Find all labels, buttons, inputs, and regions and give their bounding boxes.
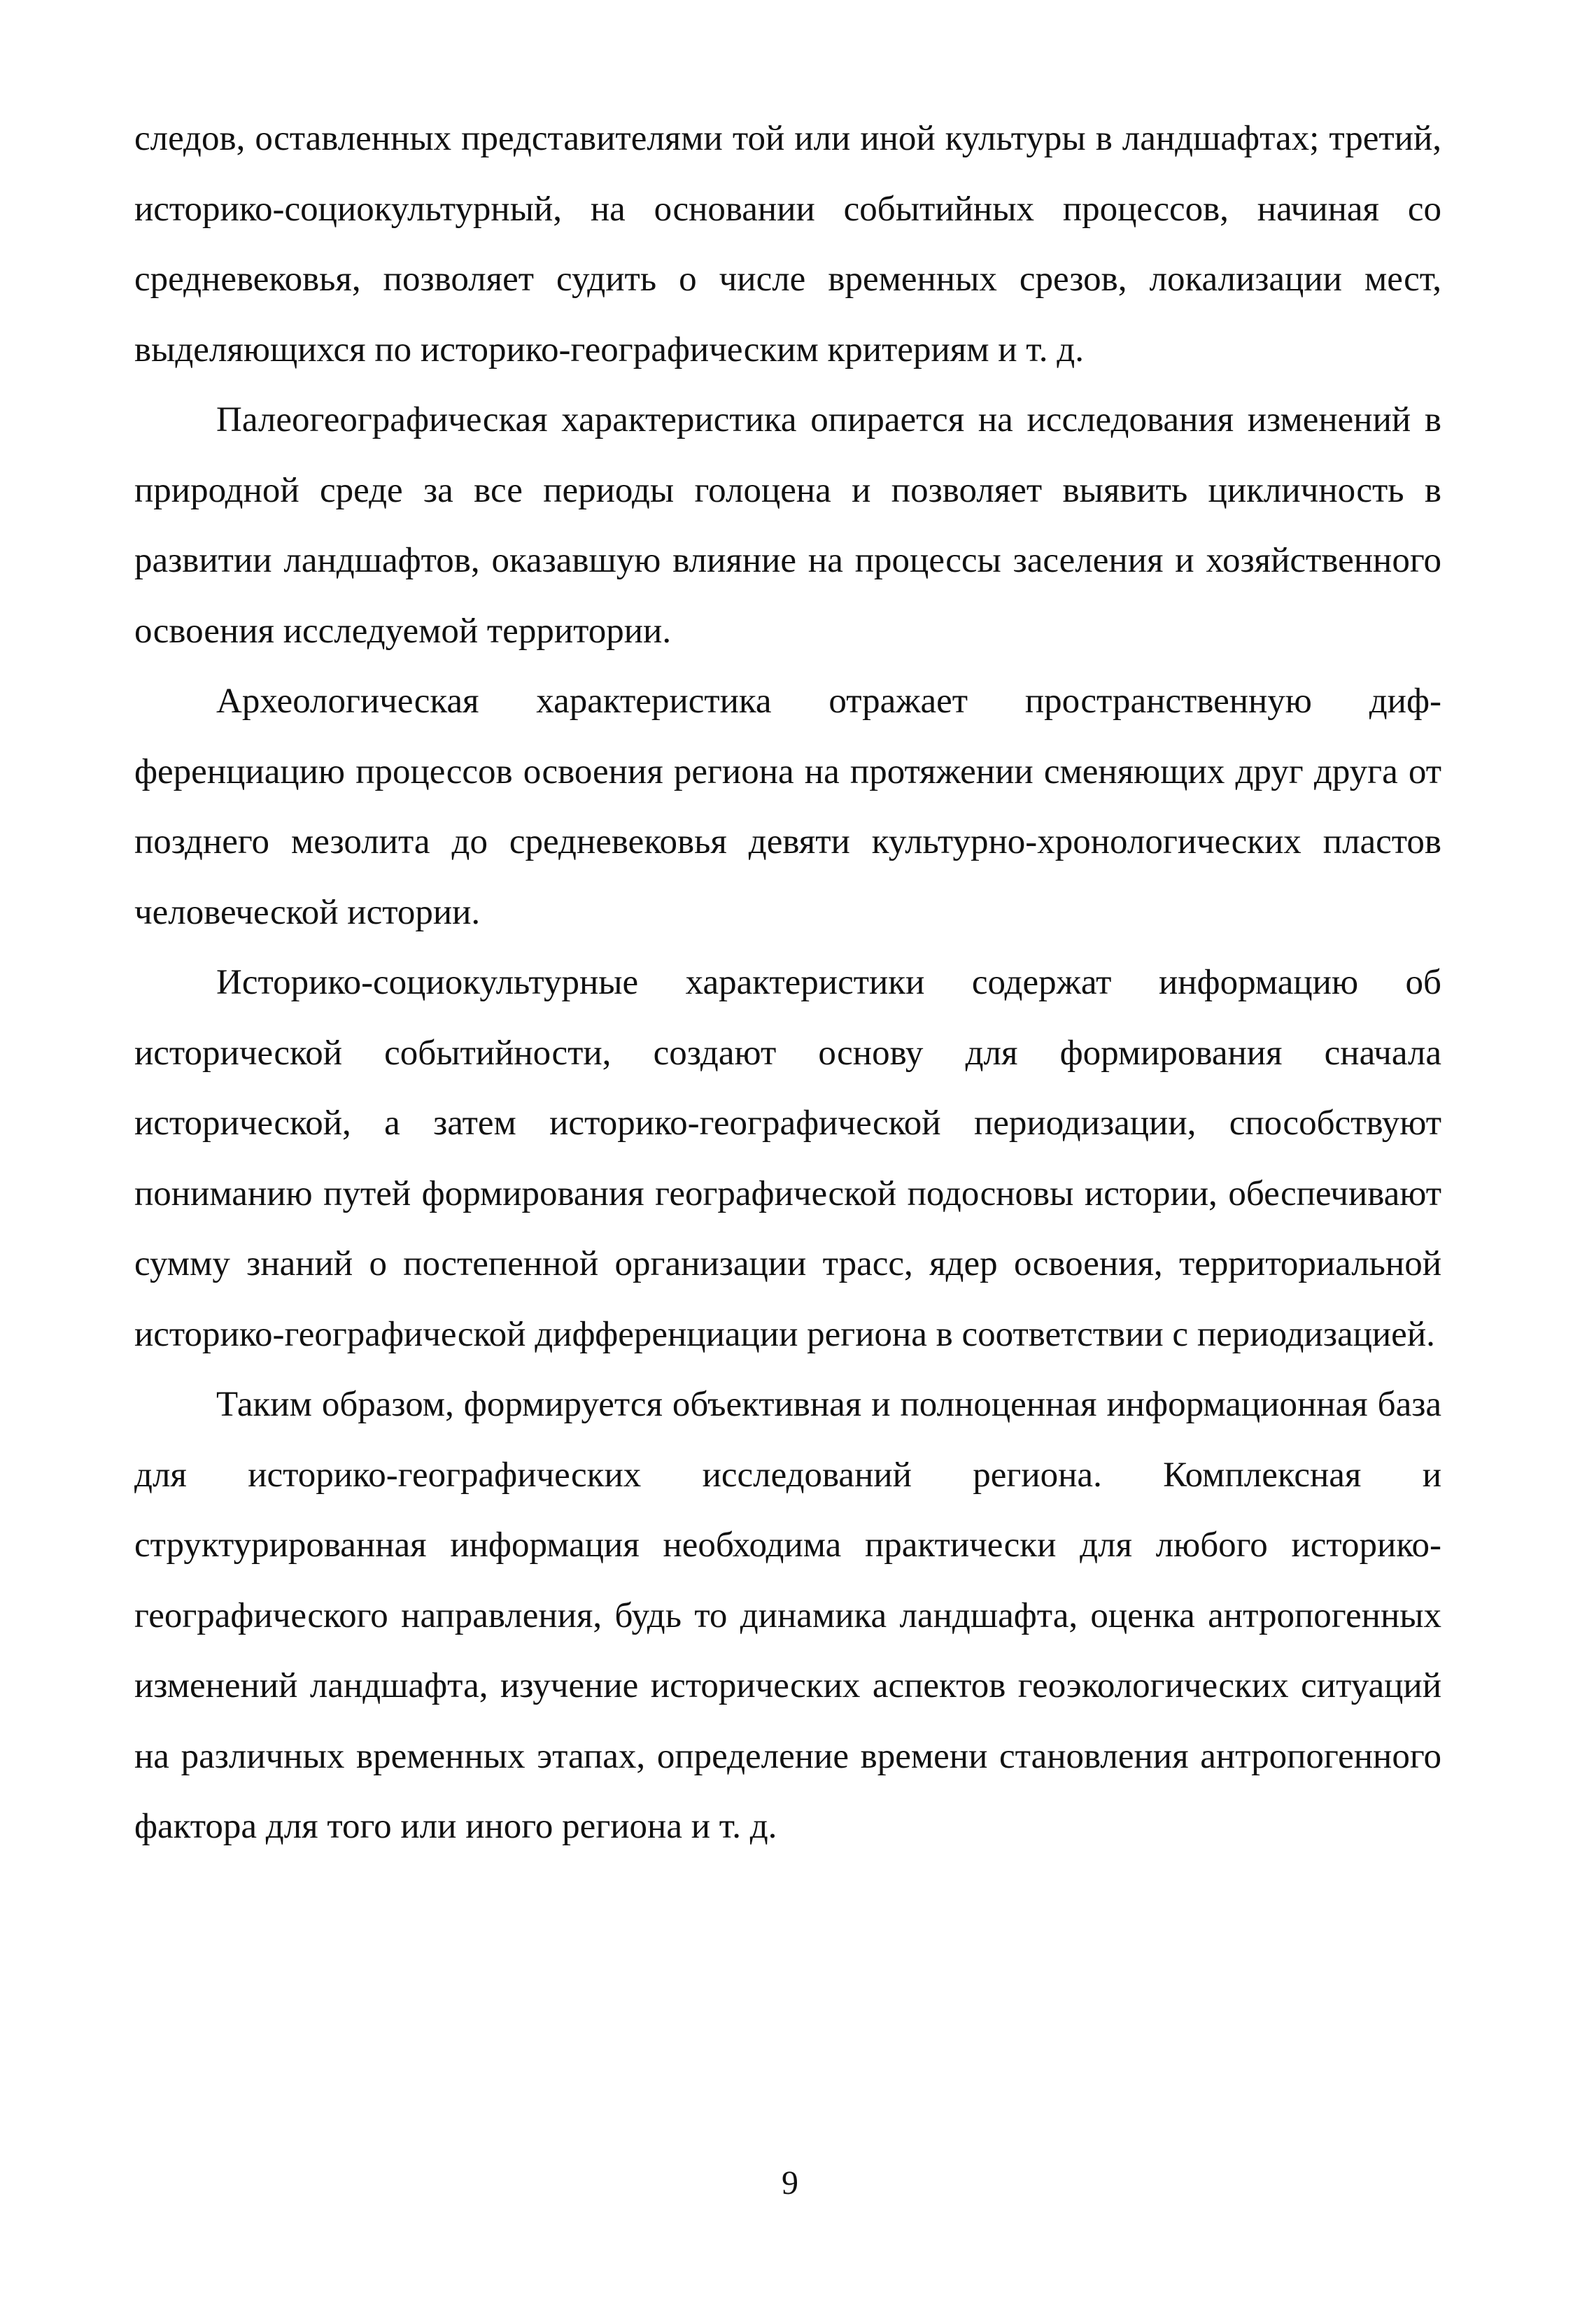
paragraph-conclusion: Таким образом, формируется объективная и полноценная информационная база для историко-географических исследований региона. Комплексная и структурированная информация необходима практически для любого историко-географического направления, будь то динамика ландшафта, оценка антропогенных изменений ландшафта, изучение исторических аспектов геоэкологических ситуаций на различных временных этапах, определение времени становления антропогенного фактора для того или иного региона и т. д. (134, 1385, 1441, 1846)
paragraph-sociocultural: Историко-социокультурные характеристики содержат информацию об исторической событийности, создают основу для формирования сначала исторической, а затем историко-географической периодизации, способствуют пониманию путей формирования географической подосновы истории, обеспечивают сумму знаний о постепенной организации трасс, ядер освоения, территориальной историко-географической дифференциации региона в соответствии с периодизацией. (134, 963, 1441, 1354)
body-text (134, 104, 1441, 1862)
page-number: 9 (782, 2164, 798, 2202)
paragraph-continuation: следов, оставленных представителями той или иной культуры в ландшафтах; третий, историко-социокультурный, на основании событийных процессов, начиная со средневековья, позволяет судить о числе временных срезов, локализации мест, выделяющихся по историко-географическим критериям и т. д. (134, 119, 1441, 369)
paragraph-archaeological: Археологическая характеристика отражает пространственную дифференциацию процессов освоения региона на протяжении сменяющих друг друга от позднего мезолита до средневековья девяти культурно-хронологических пластов человеческой истории. (134, 682, 1441, 932)
paragraph-paleogeographic: Палеогеографическая характеристика опирается на исследования изменений в природной среде за все периоды голоцена и позволяет выявить цикличность в развитии ландшафтов, оказавшую влияние на процессы заселения и хозяйственного освоения исследуемой территории. (134, 400, 1441, 651)
